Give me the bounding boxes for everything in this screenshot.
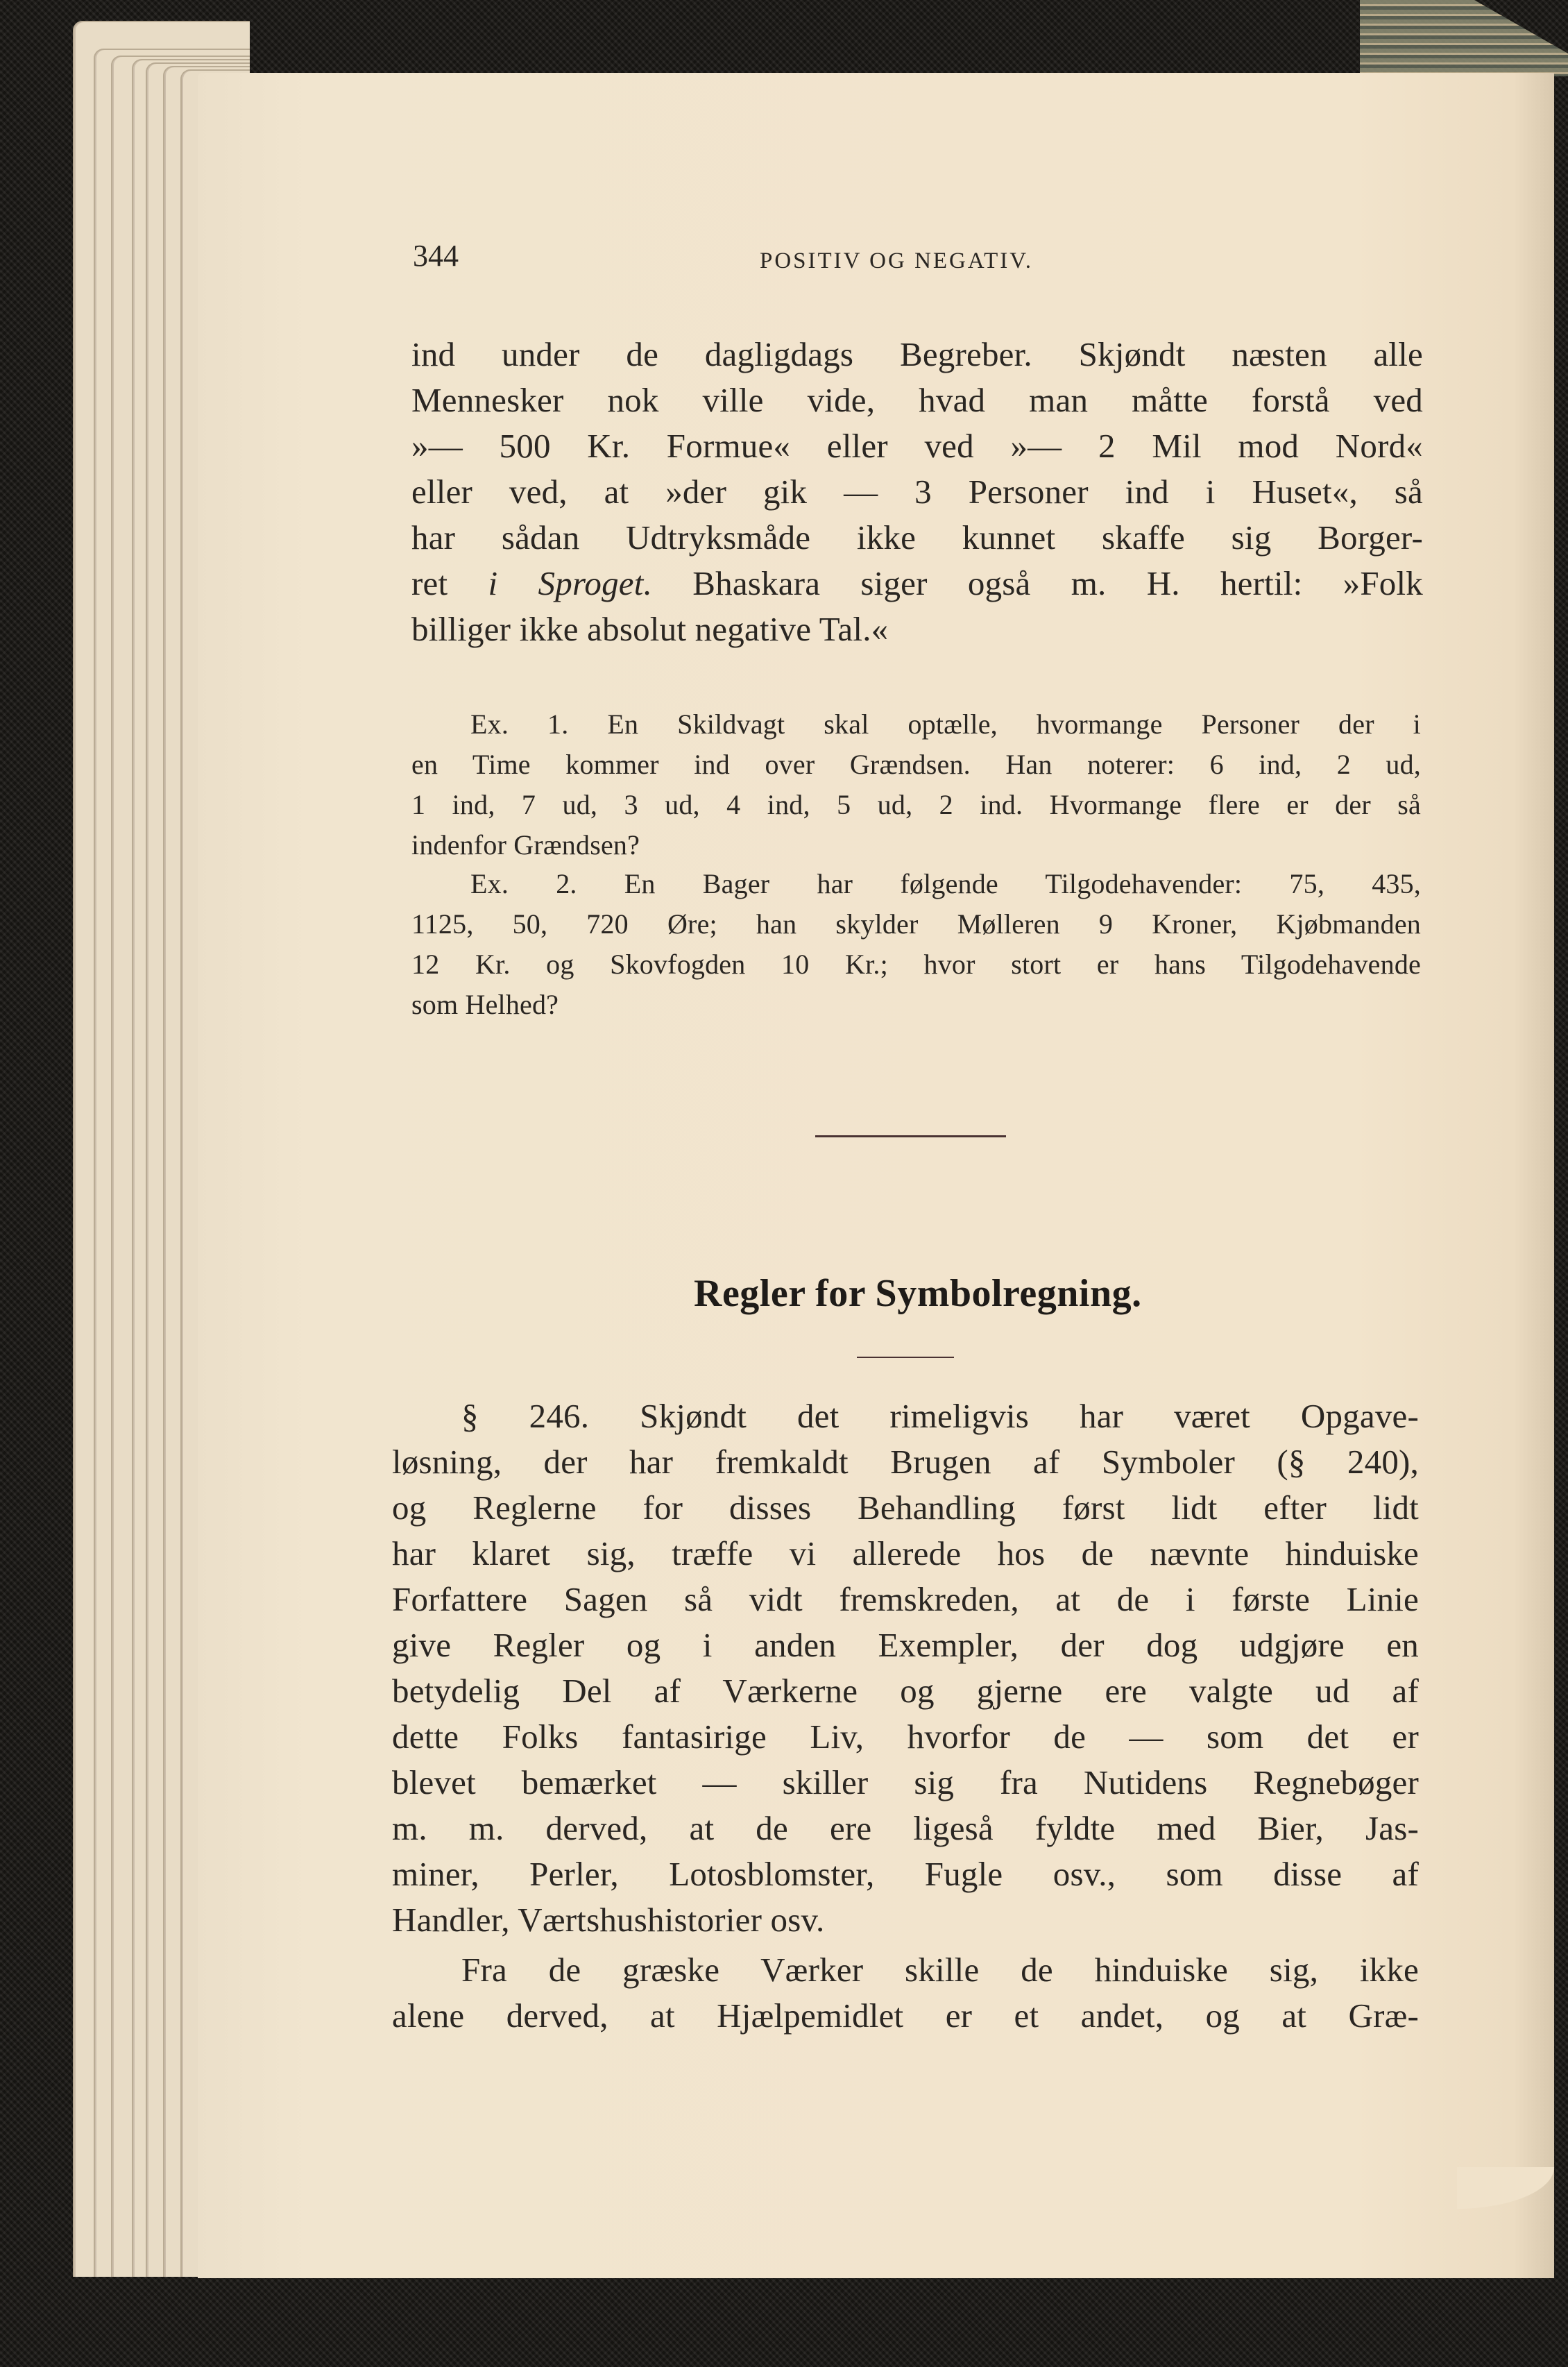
heading-underline-rule bbox=[857, 1357, 954, 1358]
example-line: Ex. 2. En Bager har følgende Tilgodehavender: 75, 435, bbox=[470, 868, 1421, 899]
body-line: har klaret sig, træffe vi allerede hos de nævnte hinduiske bbox=[392, 1534, 1419, 1572]
body-line: dette Folks fantasirige Liv, hvorfor de — som det er bbox=[392, 1717, 1419, 1756]
body-line: Fra de græske Værker skille de hinduiske sig, ikke bbox=[461, 1951, 1419, 1989]
body-line: eller ved, at »der gik — 3 Personer ind i Huset«, så bbox=[411, 473, 1423, 511]
body-line: blevet bemærket — skiller sig fra Nutidens Regnebøger bbox=[392, 1763, 1419, 1801]
example-line: 1 ind, 7 ud, 3 ud, 4 ind, 5 ud, 2 ind. Hvormange flere er der så bbox=[411, 789, 1421, 820]
example-line: 1125, 50, 720 Øre; han skylder Mølleren 9 Kroner, Kjøbmanden bbox=[411, 908, 1421, 940]
body-line: betydelig Del af Værkerne og gjerne ere valgte ud af bbox=[392, 1672, 1419, 1710]
page-number: 344 bbox=[413, 239, 459, 273]
section-heading: Regler for Symbolregning. bbox=[694, 1272, 1142, 1315]
separator-rule bbox=[815, 1135, 1006, 1137]
example-line: 12 Kr. og Skovfogden 10 Kr.; hvor stort er hans Tilgodehavende bbox=[411, 949, 1421, 980]
body-line: og Reglerne for disses Behandling først lidt efter lidt bbox=[392, 1488, 1419, 1527]
body-line: alene derved, at Hjælpemidlet er et andet, og at Græ- bbox=[392, 1996, 1419, 2035]
text-span: Bhaskara siger også m. H. hertil: »Folk bbox=[652, 564, 1423, 602]
italic-text: i Sproget. bbox=[488, 564, 653, 602]
example-line: Ex. 1. En Skildvagt skal optælle, hvormange Personer der i bbox=[470, 709, 1421, 740]
body-line: »— 500 Kr. Formue« eller ved »— 2 Mil mod Nord« bbox=[411, 427, 1423, 465]
example-line: indenfor Grændsen? bbox=[411, 829, 640, 860]
body-line: § 246. Skjøndt det rimeligvis har været Opgave- bbox=[461, 1397, 1419, 1435]
body-line: Forfattere Sagen så vidt fremskreden, at de i første Linie bbox=[392, 1580, 1419, 1618]
example-line: en Time kommer ind over Grændsen. Han noterer: 6 ind, 2 ud, bbox=[411, 749, 1421, 780]
book-top-edge bbox=[1360, 0, 1568, 76]
body-line: har sådan Udtryksmåde ikke kunnet skaffe sig Borger- bbox=[411, 518, 1423, 557]
running-head: POSITIV OG NEGATIV. bbox=[760, 248, 1034, 273]
body-line: Mennesker nok ville vide, hvad man måtte forstå ved bbox=[411, 381, 1423, 419]
example-line: som Helhed? bbox=[411, 989, 559, 1020]
body-line: miner, Perler, Lotosblomster, Fugle osv., som disse af bbox=[392, 1855, 1419, 1893]
body-line: billiger ikke absolut negative Tal.« bbox=[411, 610, 889, 648]
body-line: ind under de dagligdags Begreber. Skjøndt næsten alle bbox=[411, 335, 1423, 373]
text-span: ret bbox=[411, 564, 488, 602]
body-line: give Regler og i anden Exempler, der dog udgjøre en bbox=[392, 1626, 1419, 1664]
body-line: løsning, der har fremkaldt Brugen af Symboler (§ 240), bbox=[392, 1443, 1419, 1481]
body-line bbox=[411, 563, 1423, 603]
body-line: m. m. derved, at de ere ligeså fyldte med Bier, Jas- bbox=[392, 1809, 1419, 1847]
body-line: Handler, Værtshushistorier osv. bbox=[392, 1901, 825, 1939]
